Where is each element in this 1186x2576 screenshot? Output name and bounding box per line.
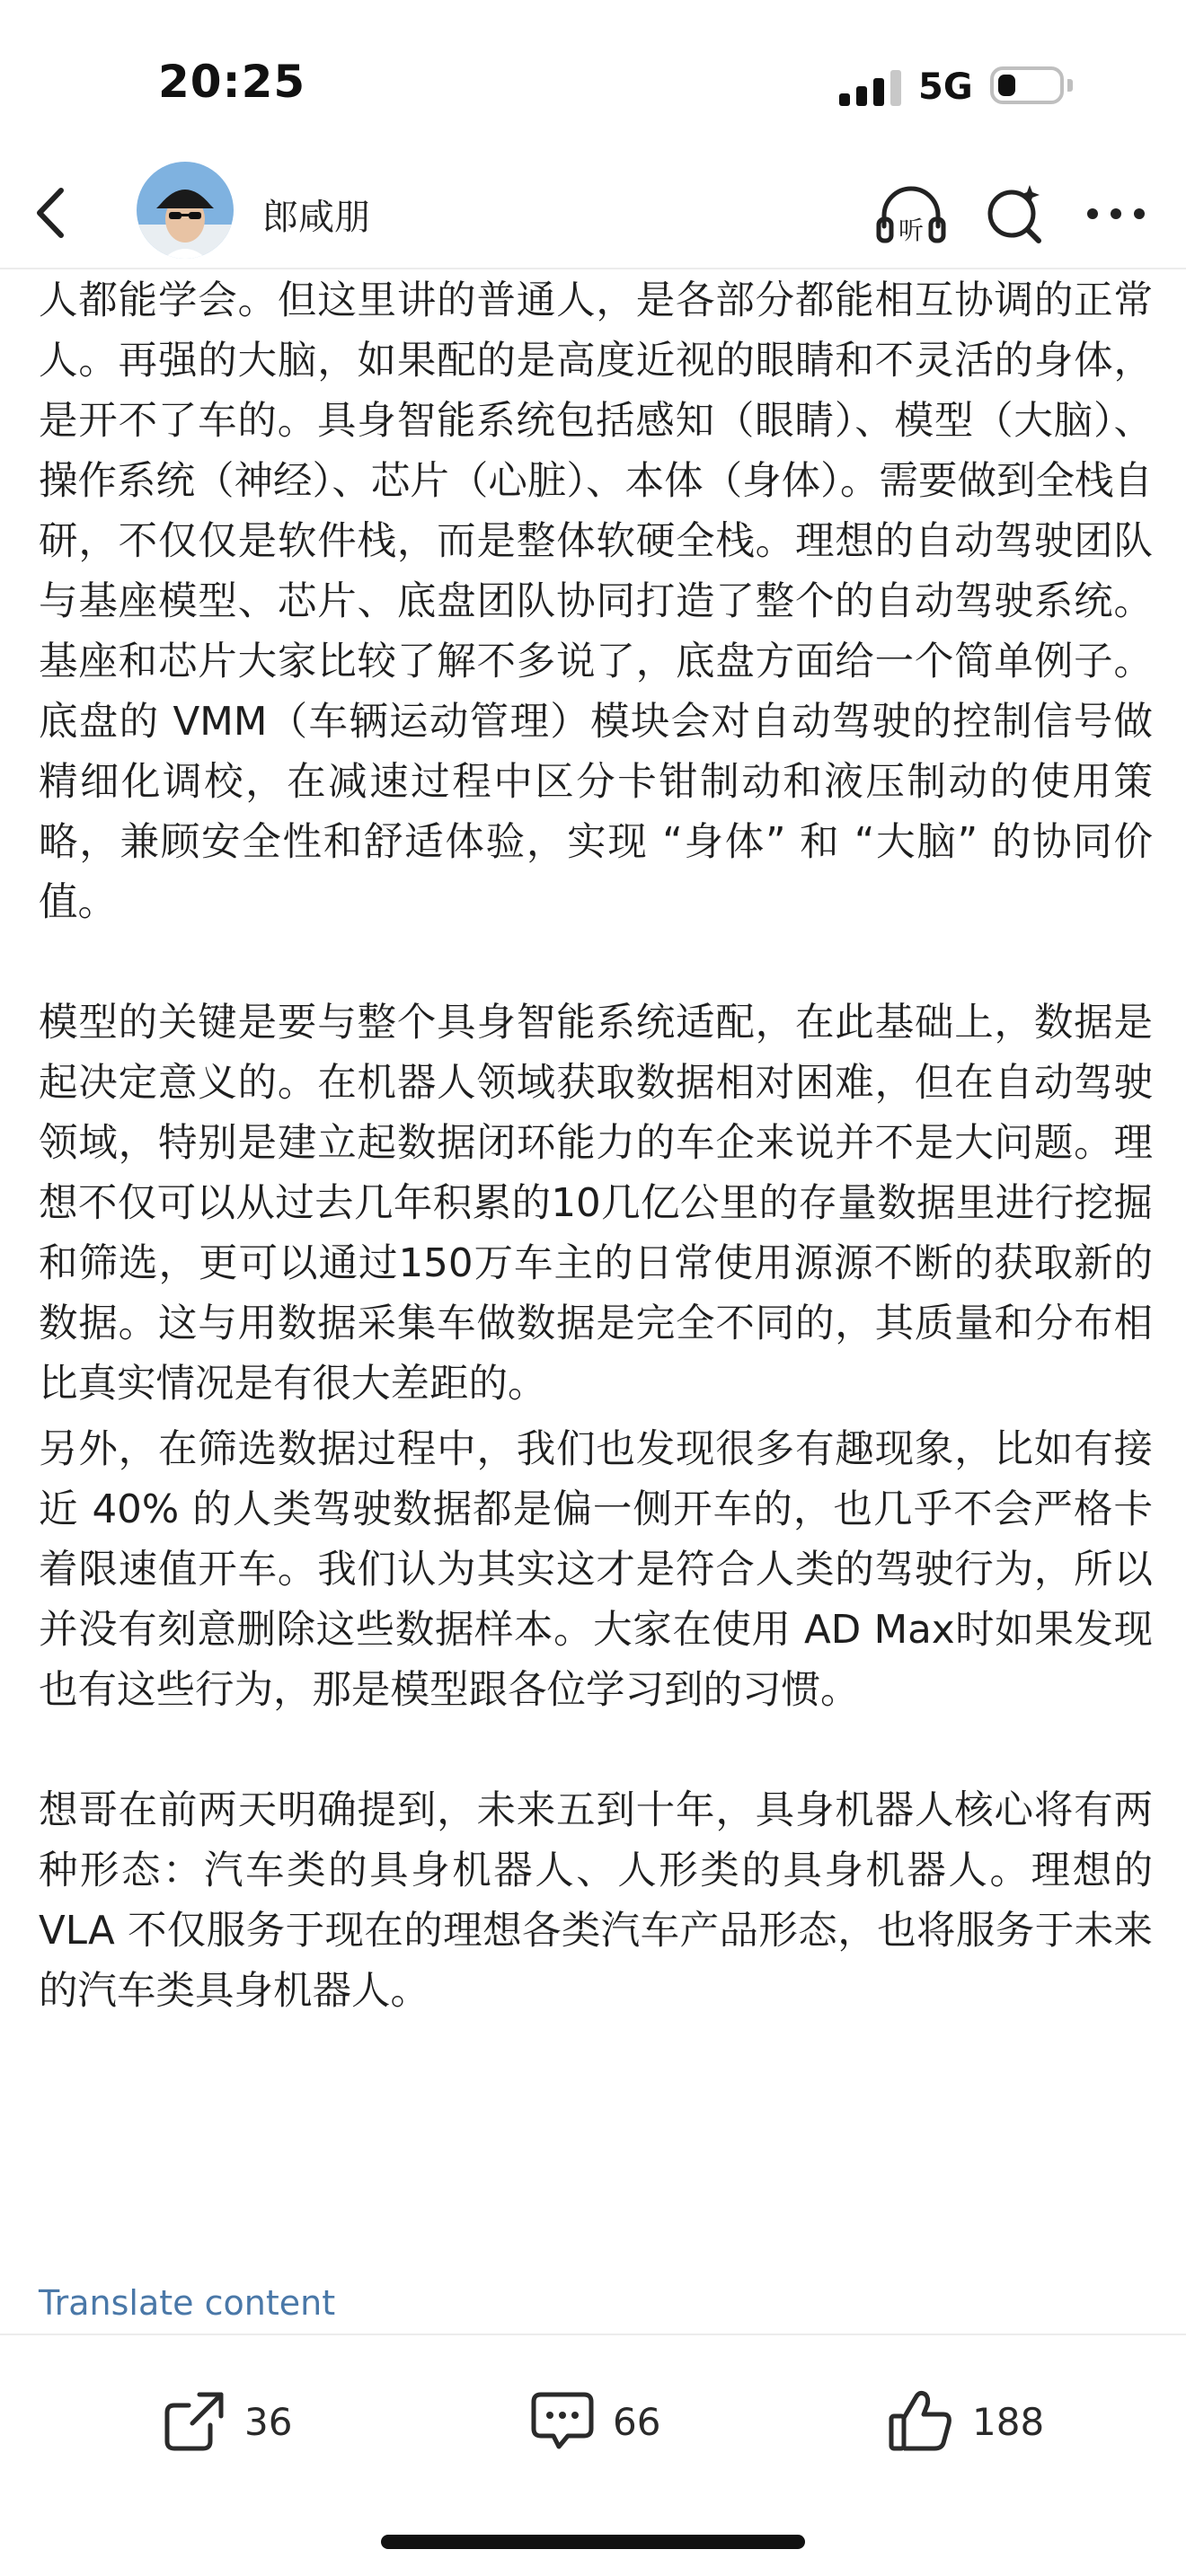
share-icon [158,2386,230,2457]
nav-bar [0,162,1186,269]
battery-level [998,75,1015,96]
ai-search-button[interactable] [983,180,1046,248]
back-button[interactable] [23,181,81,244]
comment-count: 66 [613,2400,661,2444]
comment-button[interactable] [527,2386,688,2457]
paragraph: 模型的关键是要与整个具身智能系统适配，在此基础上，数据是起决定意义的。在机器人领域获取数据相对困难，但在自动驾驶领域，特别是建立起数据闭环能力的车企来说并不是大问题。理想不仅可以从过去几年积累的10几亿公里的存量数据里进行挖掘和筛选，更可以通过150万车主的日常使用源源不断的获取新的数据。这与用数据采集车做数据是完全不同的，其质量和分布相比真实情况是有很大差距的。 [39,1001,1153,1407]
battery-icon [990,66,1064,104]
like-count: 188 [972,2400,1045,2444]
share-count: 36 [244,2400,293,2444]
like-button[interactable] [886,2386,1066,2457]
more-horizontal-icon [1084,196,1148,232]
thumbs-up-icon [886,2386,958,2457]
listen-glyph: 听 [898,216,925,245]
paragraph: 想哥在前两天明确提到，未来五到十年，具身机器人核心将有两种形态：汽车类的具身机器人、人形类的具身机器人。理想的VLA 不仅服务于现在的理想各类汽车产品形态，也将服务于未来的汽车类具身机器人。 [39,1788,1153,2014]
share-button[interactable] [158,2386,320,2457]
author-name[interactable]: 郎咸朋 [262,197,370,238]
paragraph: 另外，在筛选数据过程中，我们也发现很多有趣现象，比如有接近 40% 的人类驾驶数据都是偏一侧开车的，也几乎不会严格卡着限速值开车。我们认为其实这才是符合人类的驾驶行为，所以并没有刻意删除这些数据样本。大家在使用 AD Max时如果发现也有这些行为，那是模型跟各位学习到的习惯。 [39,1427,1153,1713]
listen-button[interactable] [875,180,947,248]
avatar[interactable] [137,162,234,259]
translate-content-link[interactable]: Translate content [39,2283,336,2323]
paragraph: 人都能学会。但这里讲的普通人，是各部分都能相互协调的正常人。再强的大脑，如果配的是高度近视的眼睛和不灵活的身体，是开不了车的。具身智能系统包括感知（眼睛）、模型（大脑）、操作系统（神经）、芯片（心脏）、本体（身体）。需要做到全栈自研，不仅仅是软件栈，而是整体软硬全栈。理想的自动驾驶团队与基座模型、芯片、底盘团队协同打造了整个的自动驾驶系统。基座和芯片大家比较了解不多说了，底盘方面给一个简单例子。底盘的 VMM（车辆运动管理）模块会对自动驾驶的控制信号做精细化调校，在减速过程中区分卡钳制动和液压制动的使用策略，兼顾安全性和舒适体验，实现 “身体” 和 “大脑” 的协同价值。 [39,278,1153,925]
action-bar [0,2333,1186,2486]
more-button[interactable] [1084,196,1148,232]
network-type: 5G [918,66,973,108]
comment-icon [527,2386,598,2457]
headphones-listen-icon [875,180,947,248]
home-indicator [381,2535,805,2549]
signal-icon [839,66,902,106]
avatar-image [137,162,234,259]
article-body [39,271,1153,2022]
status-bar [0,0,1186,171]
status-time: 20:25 [158,56,306,108]
battery-cap [1067,79,1073,92]
search-sparkle-icon [983,180,1046,248]
chevron-left-icon [23,181,81,244]
